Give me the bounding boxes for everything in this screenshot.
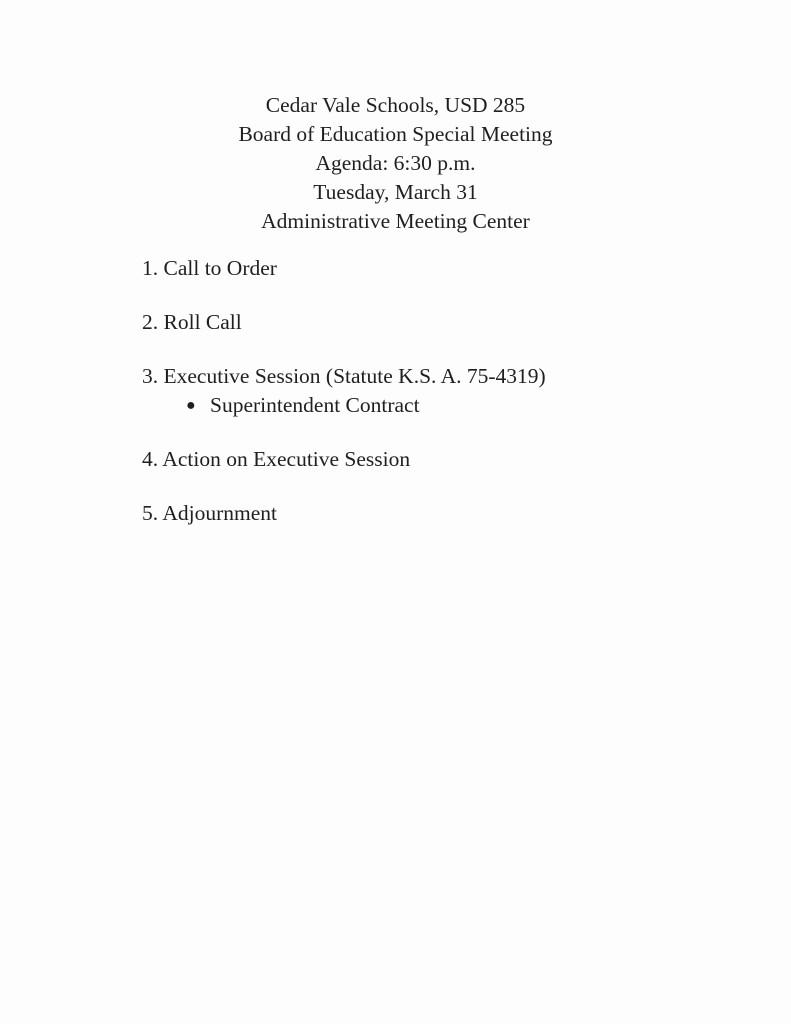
meeting-location: Administrative Meeting Center xyxy=(261,209,530,233)
agenda-item-number: 5. xyxy=(142,501,159,525)
agenda-time: Agenda: 6:30 p.m. xyxy=(315,151,476,175)
agenda-item-roll-call xyxy=(142,308,742,337)
agenda-item-label: Executive Session (Statute K.S. A. 75-4319) xyxy=(163,364,546,388)
agenda-item-action-on-executive-session xyxy=(142,445,742,474)
agenda-item-label: Roll Call xyxy=(163,310,242,334)
bullet-icon: ● xyxy=(186,397,196,414)
meeting-date: Tuesday, March 31 xyxy=(313,180,478,204)
agenda-item-adjournment xyxy=(142,499,742,528)
agenda-item-call-to-order xyxy=(142,254,742,283)
district-name: Cedar Vale Schools, USD 285 xyxy=(265,93,526,117)
agenda-item-number: 1. xyxy=(142,256,159,280)
agenda-item-executive-session xyxy=(142,362,742,391)
agenda-item-number: 3. xyxy=(142,364,159,388)
meeting-title: Board of Education Special Meeting xyxy=(238,122,553,146)
agenda-item-label: Call to Order xyxy=(163,256,277,280)
agenda-item-number: 4. xyxy=(142,447,159,471)
agenda-item-label: Action on Executive Session xyxy=(162,447,411,471)
meeting-header xyxy=(0,91,791,236)
agenda-list xyxy=(142,254,742,528)
agenda-sub-item-label: Superintendent Contract xyxy=(210,393,420,417)
agenda-item-label: Adjournment xyxy=(162,501,277,525)
agenda-item-number: 2. xyxy=(142,310,159,334)
agenda-sub-item xyxy=(142,391,742,420)
